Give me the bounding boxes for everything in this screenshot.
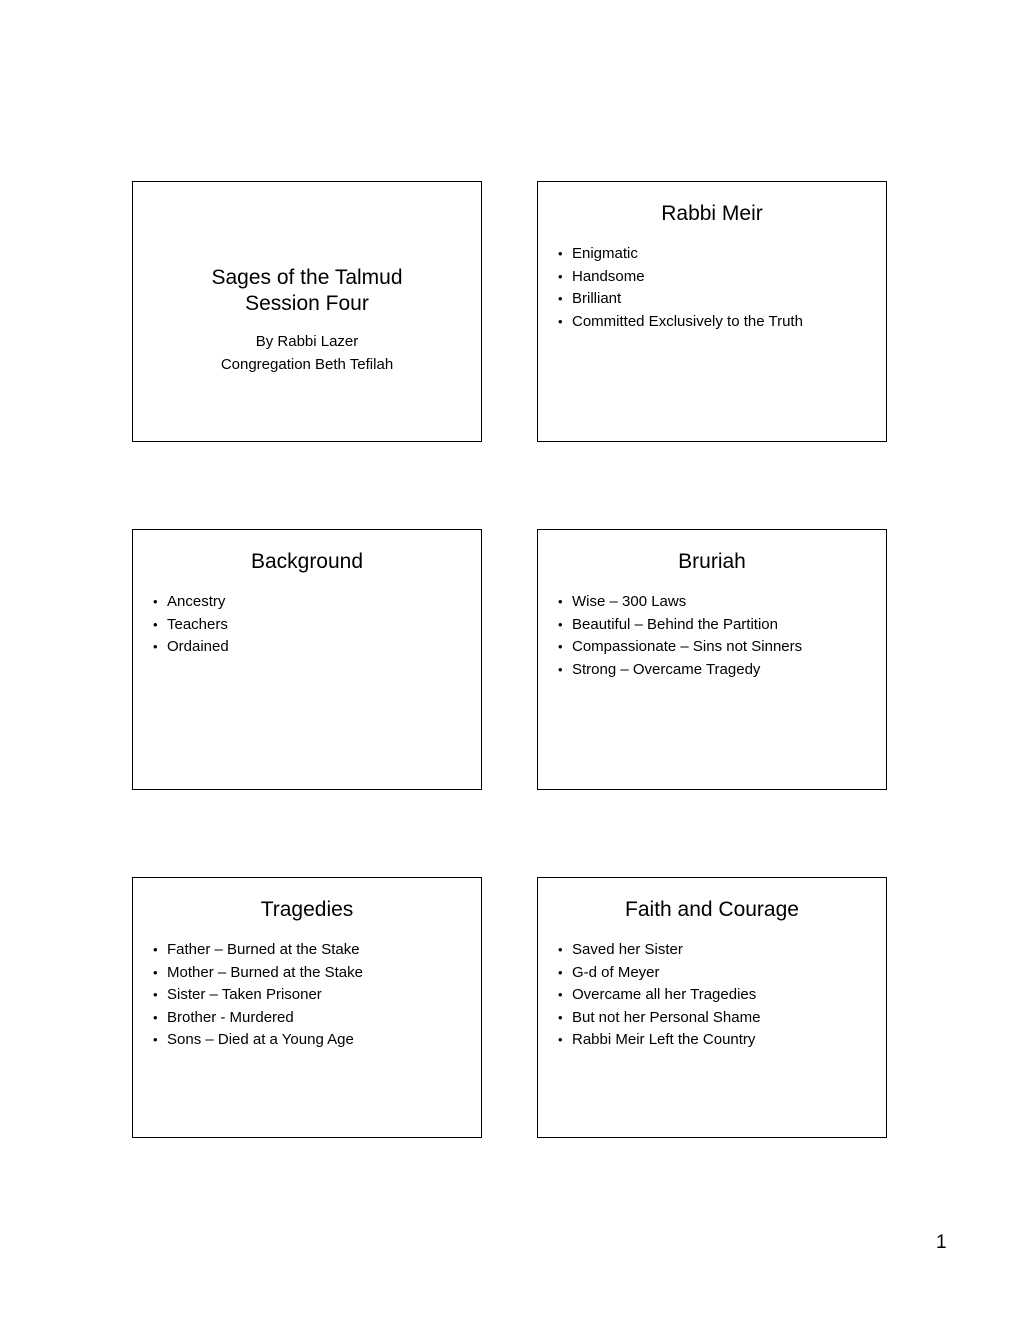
presentation-title	[133, 265, 481, 317]
bullet-item: • Father – Burned at the Stake	[153, 939, 471, 962]
slide-tragedies	[132, 877, 482, 1138]
presentation-title-line2: Session Four	[245, 292, 369, 315]
bullet-item: • Teachers	[153, 614, 471, 637]
bullet-list	[153, 939, 471, 1052]
bullet-item: • Overcame all her Tragedies	[558, 984, 876, 1007]
presentation-subtitle	[133, 331, 481, 376]
bullet-item: • Ancestry	[153, 591, 471, 614]
bullet-list	[153, 591, 471, 659]
bullet-item: • Compassionate – Sins not Sinners	[558, 636, 876, 659]
bullet-item: • Handsome	[558, 266, 876, 289]
bullet-item: • Committed Exclusively to the Truth	[558, 311, 876, 334]
slide-heading: Background	[250, 550, 364, 573]
bullet-item: • G-d of Meyer	[558, 962, 876, 985]
bullet-list	[558, 591, 876, 681]
bullet-list	[558, 243, 876, 333]
bullet-list	[558, 939, 876, 1052]
slide-bruriah	[537, 529, 887, 790]
bullet-item: • But not her Personal Shame	[558, 1007, 876, 1030]
slide-heading: Rabbi Meir	[661, 202, 763, 225]
slide-faith-and-courage	[537, 877, 887, 1138]
slide-heading: Tragedies	[260, 898, 354, 921]
page-number: 1	[936, 1232, 947, 1253]
bullet-item: • Beautiful – Behind the Partition	[558, 614, 876, 637]
presentation-title-line1: Sages of the Talmud	[211, 266, 403, 289]
bullet-item: • Brilliant	[558, 288, 876, 311]
congregation-line: Congregation Beth Tefilah	[220, 355, 394, 373]
bullet-item: • Ordained	[153, 636, 471, 659]
author-line: By Rabbi Lazer	[255, 333, 359, 350]
bullet-item: • Rabbi Meir Left the Country	[558, 1029, 876, 1052]
bullet-item: • Saved her Sister	[558, 939, 876, 962]
bullet-item: • Sister – Taken Prisoner	[153, 984, 471, 1007]
slide-heading: Faith and Courage	[625, 898, 799, 921]
bullet-item: • Brother - Murdered	[153, 1007, 471, 1030]
bullet-item: • Enigmatic	[558, 243, 876, 266]
slide-title-session	[132, 181, 482, 442]
slide-heading: Bruriah	[678, 550, 746, 573]
slide-background	[132, 529, 482, 790]
bullet-item: • Mother – Burned at the Stake	[153, 962, 471, 985]
bullet-item: • Strong – Overcame Tragedy	[558, 659, 876, 682]
bullet-item: • Wise – 300 Laws	[558, 591, 876, 614]
slide-rabbi-meir	[537, 181, 887, 442]
bullet-item: • Sons – Died at a Young Age	[153, 1029, 471, 1052]
